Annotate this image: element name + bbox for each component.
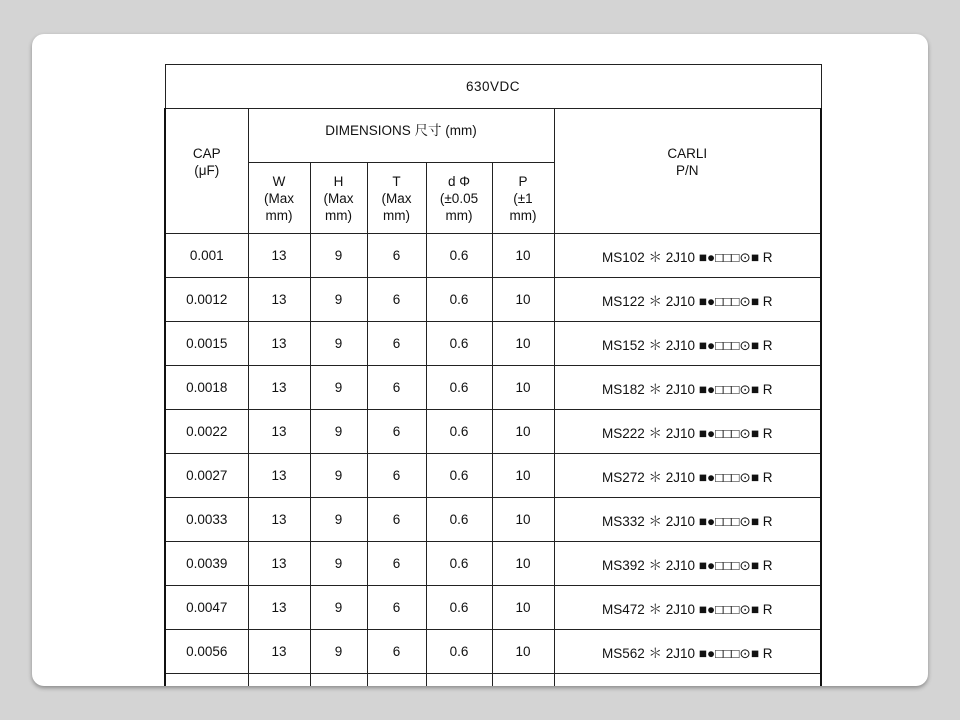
d-cell: 0.6 — [426, 410, 492, 454]
h-cell: 9 — [310, 542, 367, 586]
p-cell — [492, 674, 554, 687]
w-header: W (Max mm) — [248, 163, 310, 234]
part-number-cell — [554, 674, 821, 687]
d-cell: 0.6 — [426, 322, 492, 366]
part-number-cell: MS182 ＊ 2J10 ■●□□□⊙■ R — [554, 366, 821, 410]
p-cell: 10 — [492, 454, 554, 498]
w-cell: 13 — [248, 542, 310, 586]
d-cell: 0.6 — [426, 366, 492, 410]
p-cell: 10 — [492, 234, 554, 278]
d-cell: 0.6 — [426, 630, 492, 674]
w-cell: 13 — [248, 630, 310, 674]
p-cell: 10 — [492, 542, 554, 586]
d-cell: 0.6 — [426, 278, 492, 322]
d-header: d Φ (±0.05 mm) — [426, 163, 492, 234]
d-cell: 0.6 — [426, 234, 492, 278]
p-cell: 10 — [492, 586, 554, 630]
t-cell: 6 — [367, 278, 426, 322]
cap-cell: 0.0039 — [165, 542, 248, 586]
w-cell: 13 — [248, 278, 310, 322]
slide-card — [32, 34, 928, 686]
h-cell: 9 — [310, 278, 367, 322]
h-cell: 9 — [310, 586, 367, 630]
cap-cell: 0.0018 — [165, 366, 248, 410]
w-cell: 13 — [248, 410, 310, 454]
w-cell: 13 — [248, 498, 310, 542]
cap-cell: 0.0015 — [165, 322, 248, 366]
table-row — [165, 322, 821, 366]
t-cell: 6 — [367, 410, 426, 454]
part-number-cell: MS392 ＊ 2J10 ■●□□□⊙■ R — [554, 542, 821, 586]
cap-cell: 0.0033 — [165, 498, 248, 542]
cap-cell: 0.0012 — [165, 278, 248, 322]
cap-cell: 0.0056 — [165, 630, 248, 674]
cap-cell: 0.001 — [165, 234, 248, 278]
d-cell — [426, 674, 492, 687]
h-cell: 9 — [310, 322, 367, 366]
h-cell — [310, 674, 367, 687]
t-cell: 6 — [367, 630, 426, 674]
part-number-cell: MS272 ＊ 2J10 ■●□□□⊙■ R — [554, 454, 821, 498]
p-cell: 10 — [492, 322, 554, 366]
part-number-cell: MS222 ＊ 2J10 ■●□□□⊙■ R — [554, 410, 821, 454]
p-cell: 10 — [492, 630, 554, 674]
cap-header: CAP (μF) — [165, 109, 248, 234]
t-cell: 6 — [367, 454, 426, 498]
part-number-cell: MS102 ＊ 2J10 ■●□□□⊙■ R — [554, 234, 821, 278]
t-header: T (Max mm) — [367, 163, 426, 234]
table-row — [165, 234, 821, 278]
p-cell: 10 — [492, 410, 554, 454]
h-cell: 9 — [310, 366, 367, 410]
table-row — [165, 586, 821, 630]
table-row — [165, 366, 821, 410]
w-cell — [248, 674, 310, 687]
carli-pn-header: CARLI P/N — [554, 109, 821, 234]
part-number-cell: MS122 ＊ 2J10 ■●□□□⊙■ R — [554, 278, 821, 322]
table-row — [165, 542, 821, 586]
capacitor-spec-table — [164, 64, 822, 686]
t-cell: 6 — [367, 366, 426, 410]
h-cell: 9 — [310, 454, 367, 498]
p-cell: 10 — [492, 498, 554, 542]
t-cell: 6 — [367, 234, 426, 278]
t-cell: 6 — [367, 542, 426, 586]
t-cell: 6 — [367, 498, 426, 542]
h-cell: 9 — [310, 410, 367, 454]
table-row — [165, 278, 821, 322]
t-cell: 6 — [367, 586, 426, 630]
p-cell: 10 — [492, 366, 554, 410]
cap-cell: 0.0047 — [165, 586, 248, 630]
d-cell: 0.6 — [426, 454, 492, 498]
cap-cell — [165, 674, 248, 687]
t-cell: 6 — [367, 322, 426, 366]
h-cell: 9 — [310, 234, 367, 278]
table-body — [165, 234, 821, 687]
d-cell: 0.6 — [426, 498, 492, 542]
t-cell — [367, 674, 426, 687]
part-number-cell: MS562 ＊ 2J10 ■●□□□⊙■ R — [554, 630, 821, 674]
w-cell: 13 — [248, 366, 310, 410]
p-cell: 10 — [492, 278, 554, 322]
w-cell: 13 — [248, 586, 310, 630]
dimensions-header: DIMENSIONS 尺寸 (mm) — [248, 109, 554, 163]
p-header: P (±1 mm) — [492, 163, 554, 234]
h-cell: 9 — [310, 498, 367, 542]
d-cell: 0.6 — [426, 542, 492, 586]
h-cell: 9 — [310, 630, 367, 674]
table-title: 630VDC — [165, 65, 821, 109]
table-row — [165, 410, 821, 454]
part-number-cell: MS472 ＊ 2J10 ■●□□□⊙■ R — [554, 586, 821, 630]
part-number-cell: MS152 ＊ 2J10 ■●□□□⊙■ R — [554, 322, 821, 366]
table-row — [165, 674, 821, 687]
datasheet-page — [164, 64, 822, 686]
w-cell: 13 — [248, 454, 310, 498]
w-cell: 13 — [248, 234, 310, 278]
cap-cell: 0.0027 — [165, 454, 248, 498]
h-header: H (Max mm) — [310, 163, 367, 234]
w-cell: 13 — [248, 322, 310, 366]
table-row — [165, 454, 821, 498]
part-number-cell: MS332 ＊ 2J10 ■●□□□⊙■ R — [554, 498, 821, 542]
cap-cell: 0.0022 — [165, 410, 248, 454]
table-row — [165, 498, 821, 542]
d-cell: 0.6 — [426, 586, 492, 630]
table-row — [165, 630, 821, 674]
